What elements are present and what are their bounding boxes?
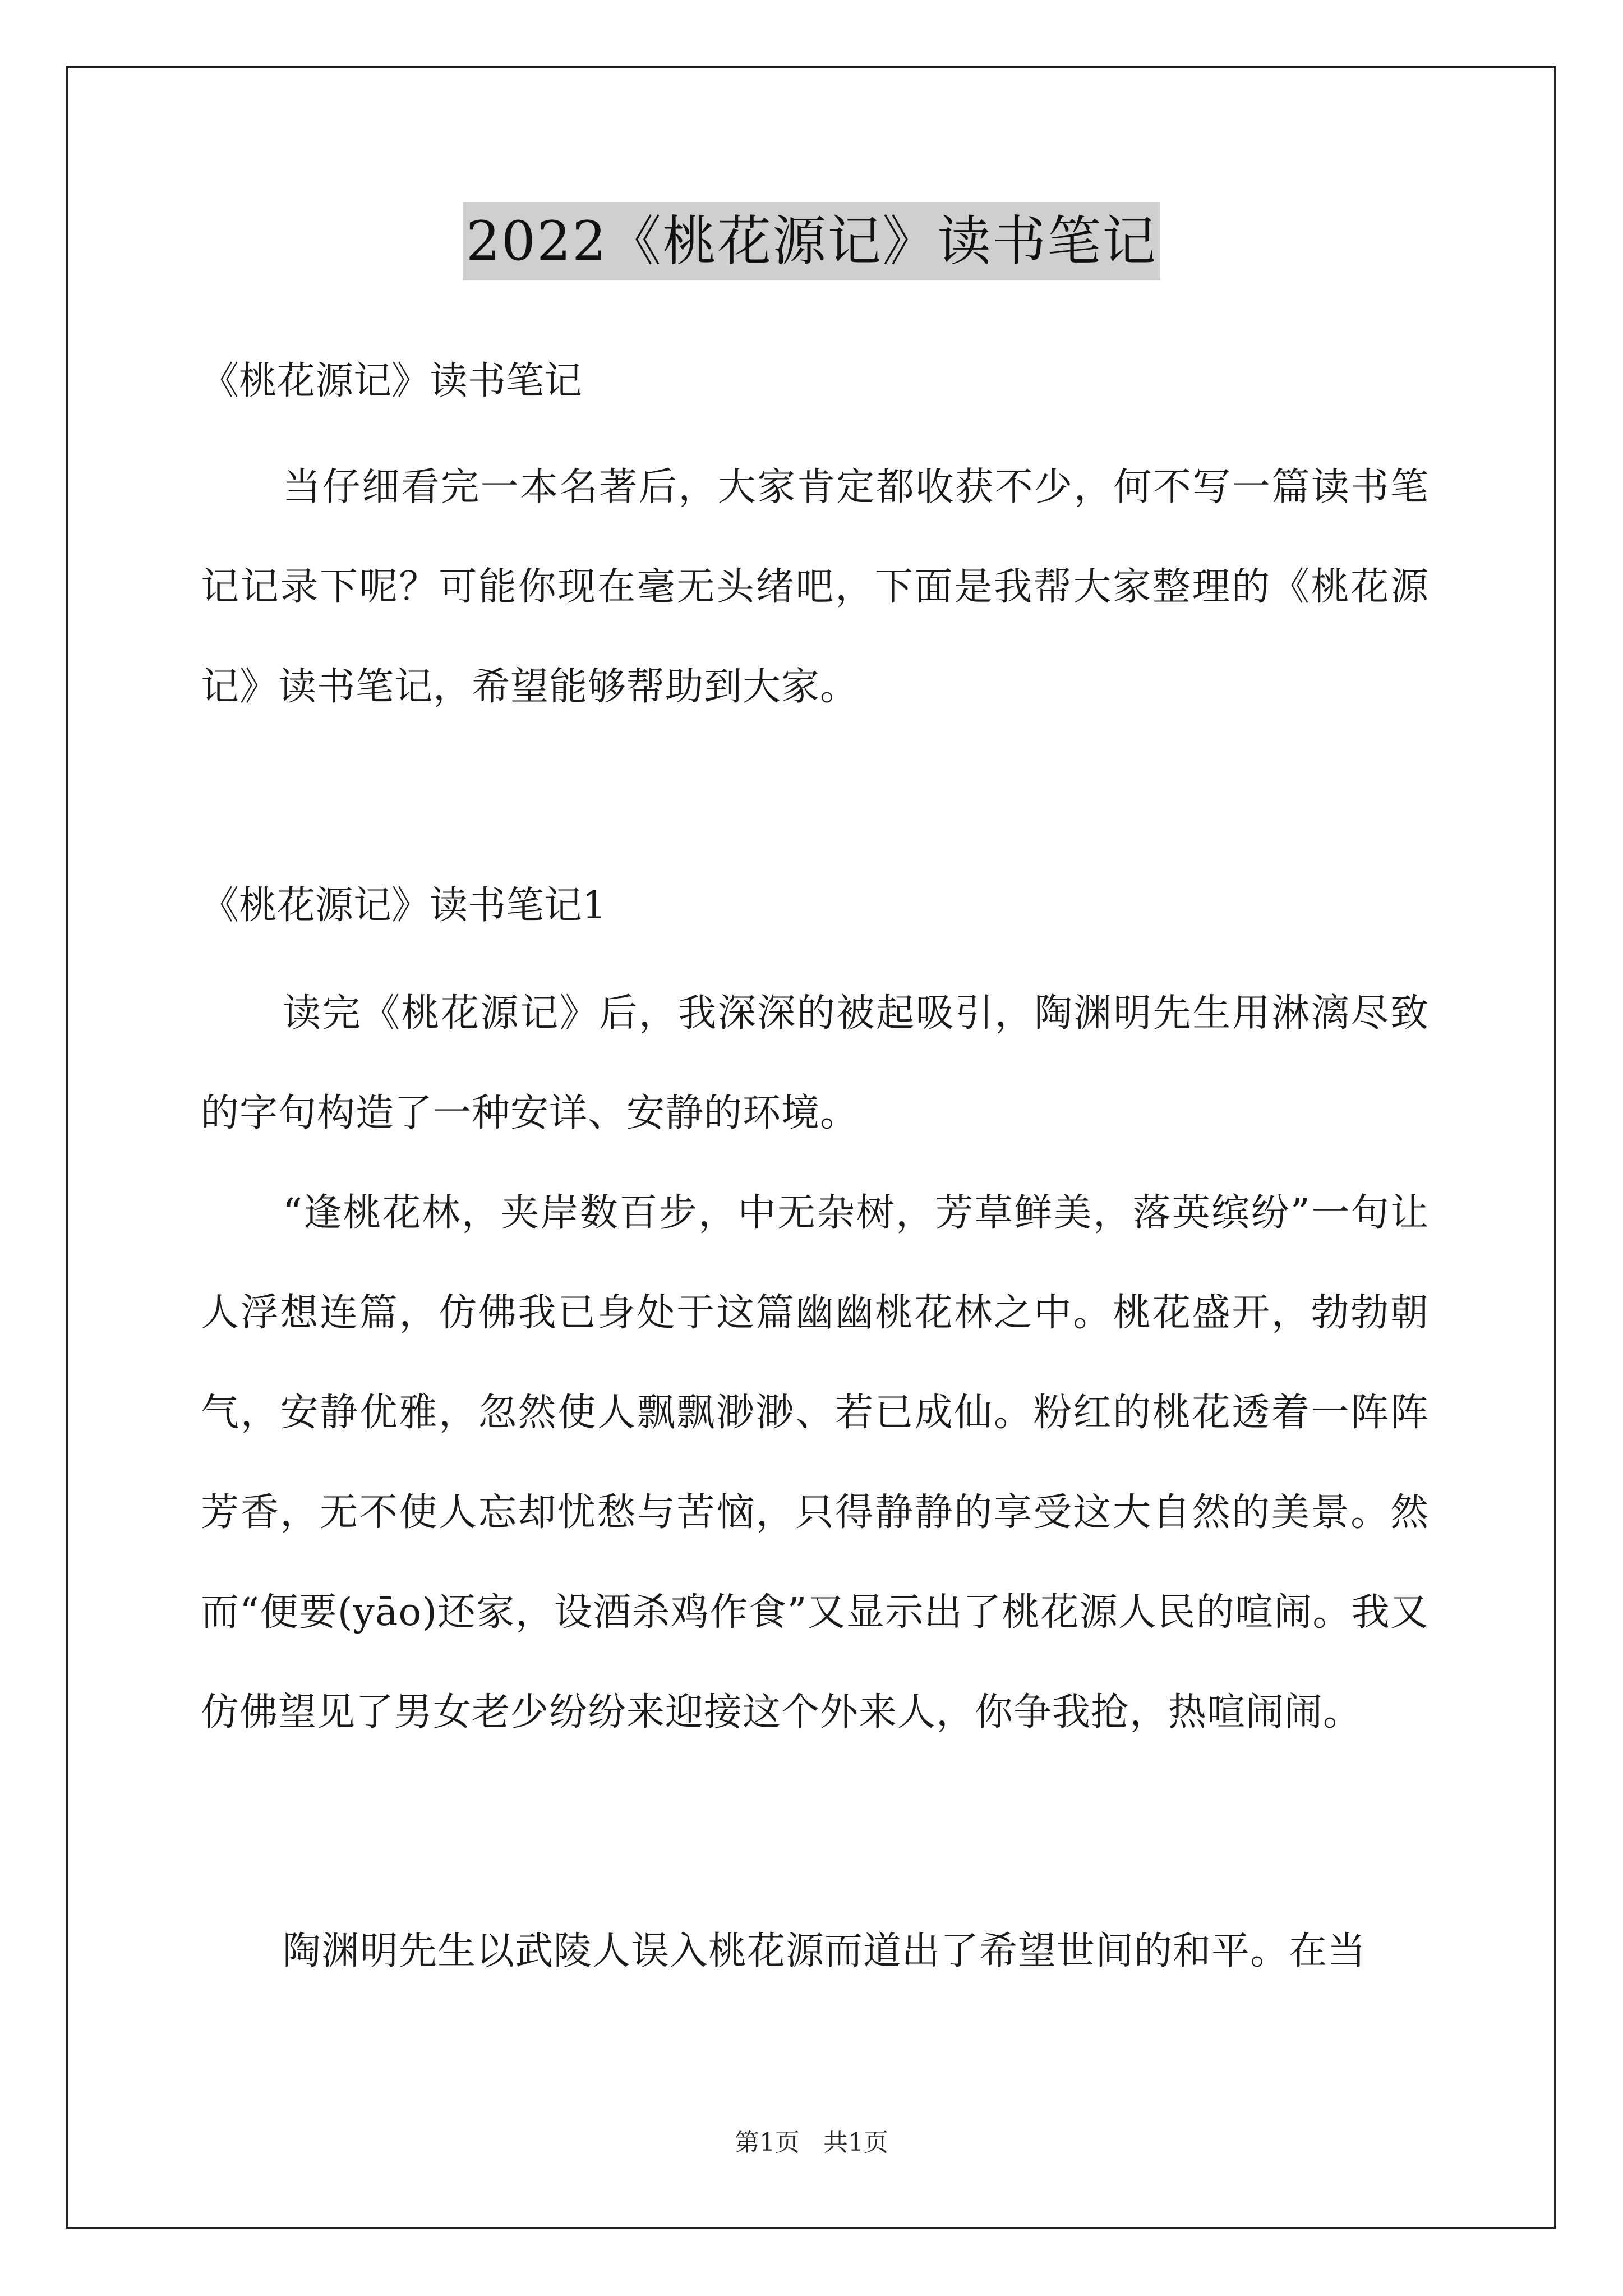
section1-paragraph-1: 读完《桃花源记》后，我深深的被起吸引，陶渊明先生用淋漓尽致的字句构造了一种安详、安静的环境。 — [201, 991, 1429, 1135]
section1-heading: 《桃花源记》读书笔记1 — [201, 884, 607, 928]
intro-paragraph: 当仔细看完一本名著后，大家肯定都收获不少，何不写一篇读书笔记记录下呢？可能你现在毫无头绪吧，下面是我帮大家整理的《桃花源记》读书笔记，希望能够帮助到大家。 — [201, 465, 1429, 709]
page-footer — [0, 2126, 1623, 2160]
total-pages: 共1页 — [823, 2128, 888, 2157]
page-number: 第1页 — [735, 2128, 800, 2157]
section1-paragraph-3: 陶渊明先生以武陵人误入桃花源而道出了希望世间的和平。在当 — [283, 1929, 1367, 1973]
section1-paragraph-2: “逢桃花林，夹岸数百步，中无杂树，芳草鲜美，落英缤纷”一句让人浮想连篇，仿佛我已身处于这篇幽幽桃花林之中。桃花盛开，勃勃朝气，安静优雅，忽然使人飘飘渺渺、若已成仙。粉红的桃花透着一阵阵芳香，无不使人忘却忧愁与苦恼，只得静静的享受这大自然的美景。然而“便要(yāo)还家，设酒杀鸡作食”又显示出了桃花源人民的喧闹。我又仿佛望见了男女老少纷纷来迎接这个外来人，你争我抢，热喧闹闹。 — [201, 1191, 1429, 1734]
title-container — [0, 202, 1623, 280]
document-title: 2022《桃花源记》读书笔记 — [463, 202, 1160, 280]
intro-heading: 《桃花源记》读书笔记 — [201, 359, 583, 403]
